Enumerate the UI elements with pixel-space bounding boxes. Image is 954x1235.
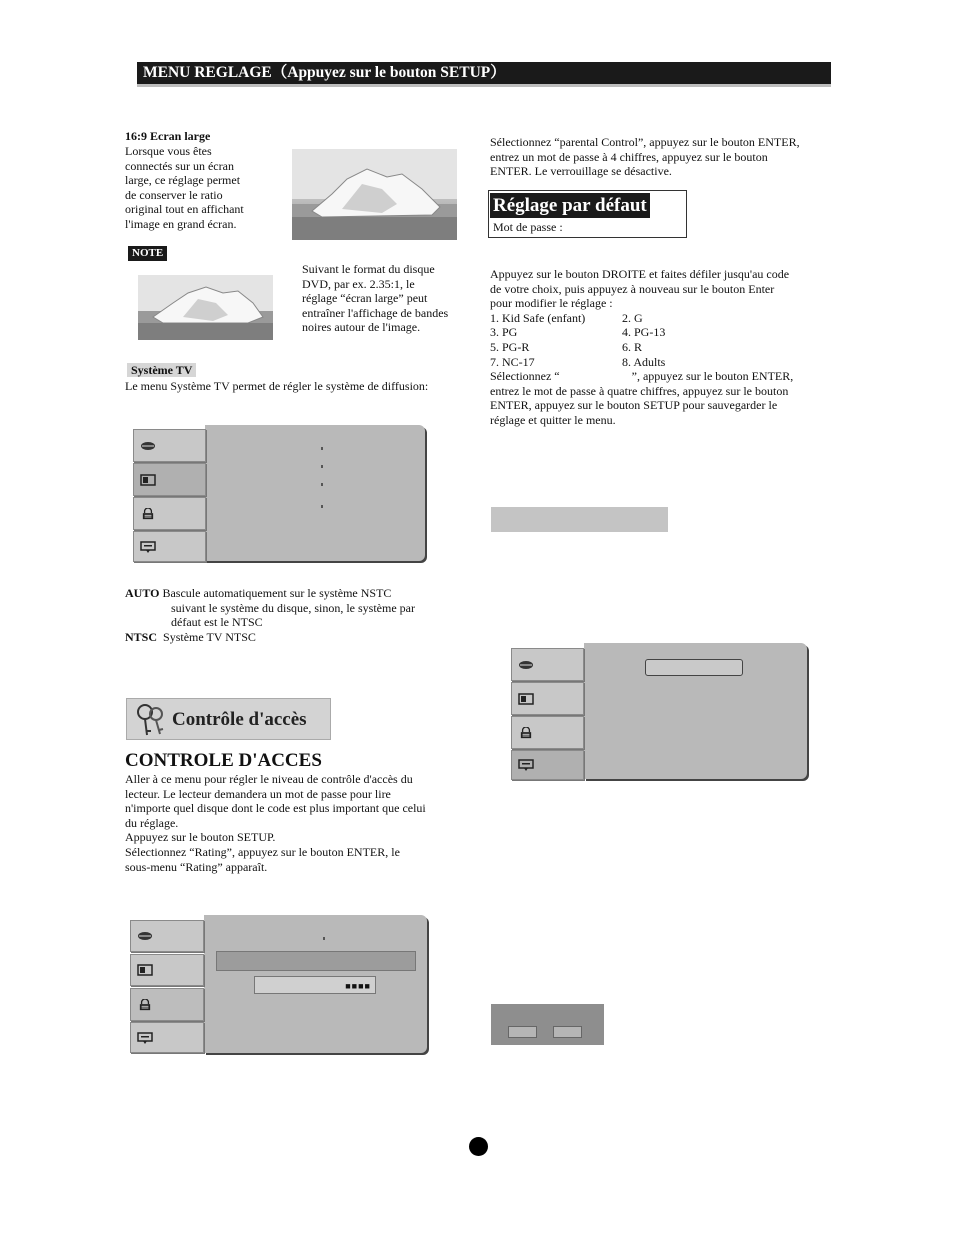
menu-tab-video[interactable]: [133, 463, 206, 496]
lock-icon: [140, 508, 156, 520]
menu-panel: [204, 915, 427, 1053]
password-field[interactable]: ■■■■: [254, 976, 376, 994]
highlight-bar: [491, 507, 668, 532]
widescreen-text: Lorsque vous êtes connectés sur un écran large, ce réglage permet de conserver le ratio original tout en affichant l'image en grand écran.: [125, 144, 244, 231]
tv-system-menu: [133, 425, 428, 565]
menu-tab-rating[interactable]: [130, 988, 204, 1021]
screen-icon: [518, 693, 534, 705]
parental-control-text: Sélectionnez “parental Control”, appuyez sur le bouton ENTER, entrez un mot de passe à 4 chiffres, appuyez sur le bouton ENTER. Le verrouillage se désactive.: [490, 135, 800, 179]
ratings-list: 1. Kid Safe (enfant) 3. PG 5. PG-R 7. NC-17 2. G 4. PG-13 6. R 8. Adults: [490, 310, 666, 369]
keys-icon: [132, 701, 170, 739]
menu-tab-rating[interactable]: [133, 497, 206, 530]
iceberg-photo-wide: [292, 149, 457, 240]
dialog-button-left[interactable]: [508, 1026, 537, 1038]
lock-icon: [518, 727, 534, 739]
note-text: Suivant le format du disque DVD, par ex. 2.35:1, le réglage “écran large” peut entraîner l'affichage de bandes noires autour de l'image.: [302, 262, 449, 335]
screen-icon: [140, 474, 156, 486]
screen-icon: [137, 964, 153, 976]
speech-bubble-icon: [518, 759, 534, 771]
confirm-dialog: [491, 1004, 604, 1045]
menu-tab-language[interactable]: [133, 429, 206, 462]
iceberg-photo-letterbox: [138, 275, 273, 340]
default-settings-title: Réglage par défaut: [490, 193, 650, 218]
menu-tab-rating[interactable]: [511, 716, 584, 749]
password-label: Mot de passe :: [493, 220, 563, 234]
page-header: MENU REGLAGE（Appuyez sur le bouton SETUP）: [137, 62, 831, 84]
rating-highlight-bar[interactable]: [216, 951, 416, 971]
tv-system-label: Système TV: [127, 363, 196, 377]
access-control-text: Aller à ce menu pour régler le niveau de contrôle d'accès du lecteur. Le lecteur demandera un mot de passe pour lire n'importe quel disque dont le code est plus important que celui du réglage. Appuyez sur le bouton SETUP. Sélectionnez “Rating”, appuyez sur le bouton ENTER, le sous-menu “Rating” apparaît.: [125, 772, 426, 874]
default-settings-menu: [511, 643, 811, 785]
menu-tab-misc[interactable]: [511, 750, 584, 780]
note-badge: NOTE: [128, 246, 167, 261]
access-control-banner-title: Contrôle d'accès: [172, 709, 307, 730]
menu-panel: [205, 425, 425, 561]
menu-tab-misc[interactable]: [133, 531, 206, 562]
access-control-heading: CONTROLE D'ACCES: [125, 750, 322, 771]
lock-icon: [137, 999, 153, 1011]
dialog-button-right[interactable]: [553, 1026, 582, 1038]
tv-system-desc: Le menu Système TV permet de régler le système de diffusion:: [125, 379, 429, 393]
page-number-dot: [469, 1137, 488, 1156]
speech-bubble-icon: [140, 541, 156, 553]
lips-icon: [137, 930, 153, 942]
menu-tab-video[interactable]: [130, 954, 204, 986]
menu-tab-language[interactable]: [511, 648, 584, 681]
default-settings-text: Appuyez sur le bouton DROITE et faites défiler jusqu'au code de votre choix, puis appuyez à nouveau sur le bouton Enter pour modifier le réglage : 1. Kid Safe (enfant) 3. PG 5. PG-R 7. NC-17 2. G 4. PG-13 6. R 8. Adults Sélectionnez “ ”, appuyez sur le bouton ENTER, entrez le mot de passe à quatre chiffres, appuyez sur le bouton ENTER, appuyez sur le bouton SETUP pour sauvegarder le réglage et quitter le menu.: [490, 267, 835, 428]
selection-field[interactable]: [645, 659, 743, 676]
menu-tab-misc[interactable]: [130, 1022, 204, 1053]
menu-tab-language[interactable]: [130, 920, 204, 952]
speech-bubble-icon: [137, 1032, 153, 1044]
menu-tab-video[interactable]: [511, 682, 584, 715]
auto-ntsc-text: AUTO Bascule automatiquement sur le système NSTC suivant le système du disque, sinon, le système par défaut est le NTSC NTSC Système TV NTSC: [125, 586, 415, 644]
lips-icon: [140, 440, 156, 452]
lips-icon: [518, 659, 534, 671]
widescreen-title: 16:9 Ecran large: [125, 129, 211, 143]
rating-menu: [130, 915, 430, 1057]
menu-panel: [584, 643, 807, 779]
